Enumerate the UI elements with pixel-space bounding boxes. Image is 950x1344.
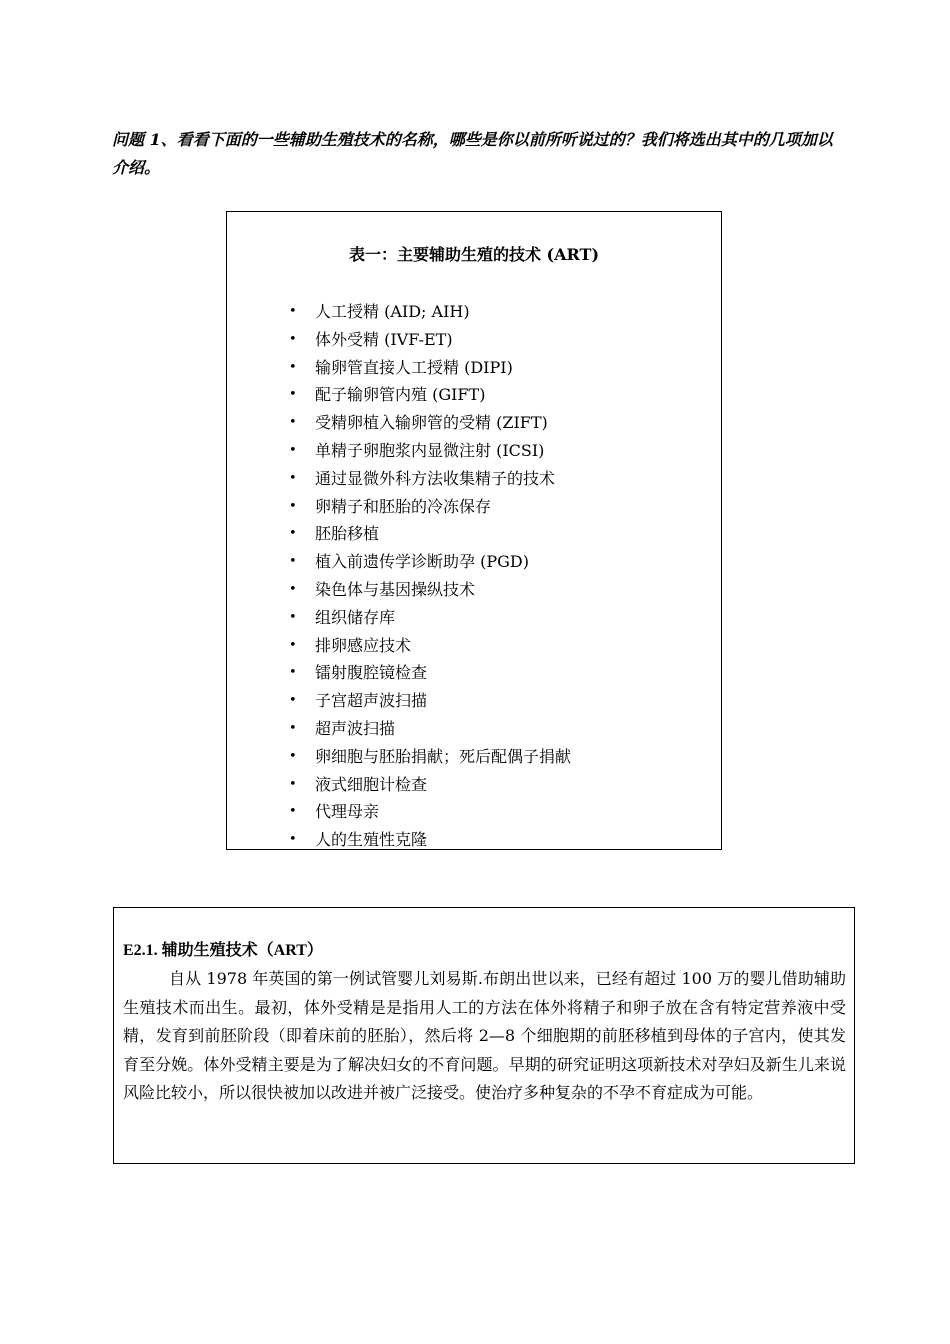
technique-list-item xyxy=(289,715,571,743)
section-body: 自从 1978 年英国的第一例试管婴儿刘易斯.布朗出世以来，已经有超过 100 万的婴儿借助辅助生殖技术而出生。最初，体外受精是是指用人工的方法在体外将精子和卵子放在含有特定营养液中受精，发育到前胚阶段（即着床前的胚胎），然后将 2—8 个细胞期的前胚移植到母体的子宫内，使其发育至分娩。体外受精主要是为了解决妇女的不育问题。早期的研究证明这项新技术对孕妇及新生儿来说风险比较小，所以很快被加以改进并被广泛接受。使治疗多种复杂的不孕不育症成为可能。 xyxy=(123,969,846,1102)
technique-list-item xyxy=(289,826,571,854)
table-title: 表一：主要辅助生殖的技术 (ART) xyxy=(348,245,600,264)
bullet-icon: • xyxy=(289,804,297,820)
technique-list-item xyxy=(289,409,571,437)
technique-list-item xyxy=(289,520,571,548)
bullet-icon: • xyxy=(289,720,297,736)
technique-list-item xyxy=(289,548,571,576)
bullet-icon: • xyxy=(289,693,297,709)
bullet-icon: • xyxy=(289,609,297,625)
technique-label: 代理母亲 xyxy=(315,802,380,822)
bullet-icon: • xyxy=(289,359,297,375)
technique-label: 排卵感应技术 xyxy=(315,635,412,655)
section-heading: E2.1. 辅助生殖技术（ART） xyxy=(123,942,323,959)
technique-list-item xyxy=(289,576,571,604)
technique-label: 卵精子和胚胎的冷冻保存 xyxy=(315,496,492,516)
bullet-icon: • xyxy=(289,665,297,681)
technique-label: 植入前遗传学诊断助孕 (PGD) xyxy=(315,552,529,572)
bullet-icon: • xyxy=(289,526,297,542)
technique-list-item xyxy=(289,604,571,632)
technique-label: 输卵管直接人工授精 (DIPI) xyxy=(315,357,513,377)
bullet-icon: • xyxy=(289,304,297,319)
technique-label: 染色体与基因操纵技术 xyxy=(315,579,476,599)
bullet-icon: • xyxy=(289,581,297,597)
technique-list-item xyxy=(289,798,571,826)
bullet-icon: • xyxy=(289,387,297,403)
technique-label: 子宫超声波扫描 xyxy=(315,691,428,711)
technique-label: 受精卵植入输卵管的受精 (ZIFT) xyxy=(315,413,548,433)
bullet-icon: • xyxy=(289,442,297,458)
technique-label: 人的生殖性克隆 xyxy=(315,830,428,850)
technique-label: 组织储存库 xyxy=(315,607,396,627)
question-text: 问题 1、看看下面的一些辅助生殖技术的名称，哪些是你以前所听说过的？我们将选出其中的几项加以介绍。 xyxy=(112,130,833,177)
technique-label: 卵细胞与胚胎捐献；死后配偶子捐献 xyxy=(315,746,572,766)
bullet-icon: • xyxy=(289,498,297,514)
technique-list-item xyxy=(289,354,571,382)
bullet-icon: • xyxy=(289,415,297,431)
bullet-icon: • xyxy=(289,637,297,653)
technique-label: 通过显微外科方法收集精子的技术 xyxy=(315,468,556,488)
technique-list-item xyxy=(289,381,571,409)
technique-list-item xyxy=(289,437,571,465)
bullet-icon: • xyxy=(289,331,297,347)
technique-label: 体外受精 (IVF-ET) xyxy=(315,329,453,349)
technique-list-item xyxy=(289,465,571,493)
bullet-icon: • xyxy=(289,776,297,792)
bullet-icon: • xyxy=(289,832,297,848)
technique-list-item xyxy=(289,771,571,799)
technique-label: 超声波扫描 xyxy=(315,718,396,738)
technique-list-item xyxy=(289,687,571,715)
technique-label: 镭射腹腔镜检查 xyxy=(315,663,428,683)
technique-label: 人工授精 (AID; AIH) xyxy=(315,302,470,321)
technique-label: 配子输卵管内殖 (GIFT) xyxy=(315,385,486,405)
technique-list-item xyxy=(289,298,571,326)
technique-list-item xyxy=(289,326,571,354)
bullet-icon: • xyxy=(289,554,297,570)
technique-label: 单精子卵胞浆内显微注射 (ICSI) xyxy=(315,440,545,460)
technique-label: 胚胎移植 xyxy=(315,524,380,544)
technique-list-item xyxy=(289,659,571,687)
bullet-icon: • xyxy=(289,748,297,764)
technique-label: 液式细胞计检查 xyxy=(315,774,428,794)
art-table-box xyxy=(226,211,722,850)
technique-list xyxy=(289,298,571,854)
technique-list-item xyxy=(289,743,571,771)
technique-list-item xyxy=(289,632,571,660)
technique-list-item xyxy=(289,493,571,521)
section-e2-1-box xyxy=(113,907,855,1164)
bullet-icon: • xyxy=(289,470,297,486)
